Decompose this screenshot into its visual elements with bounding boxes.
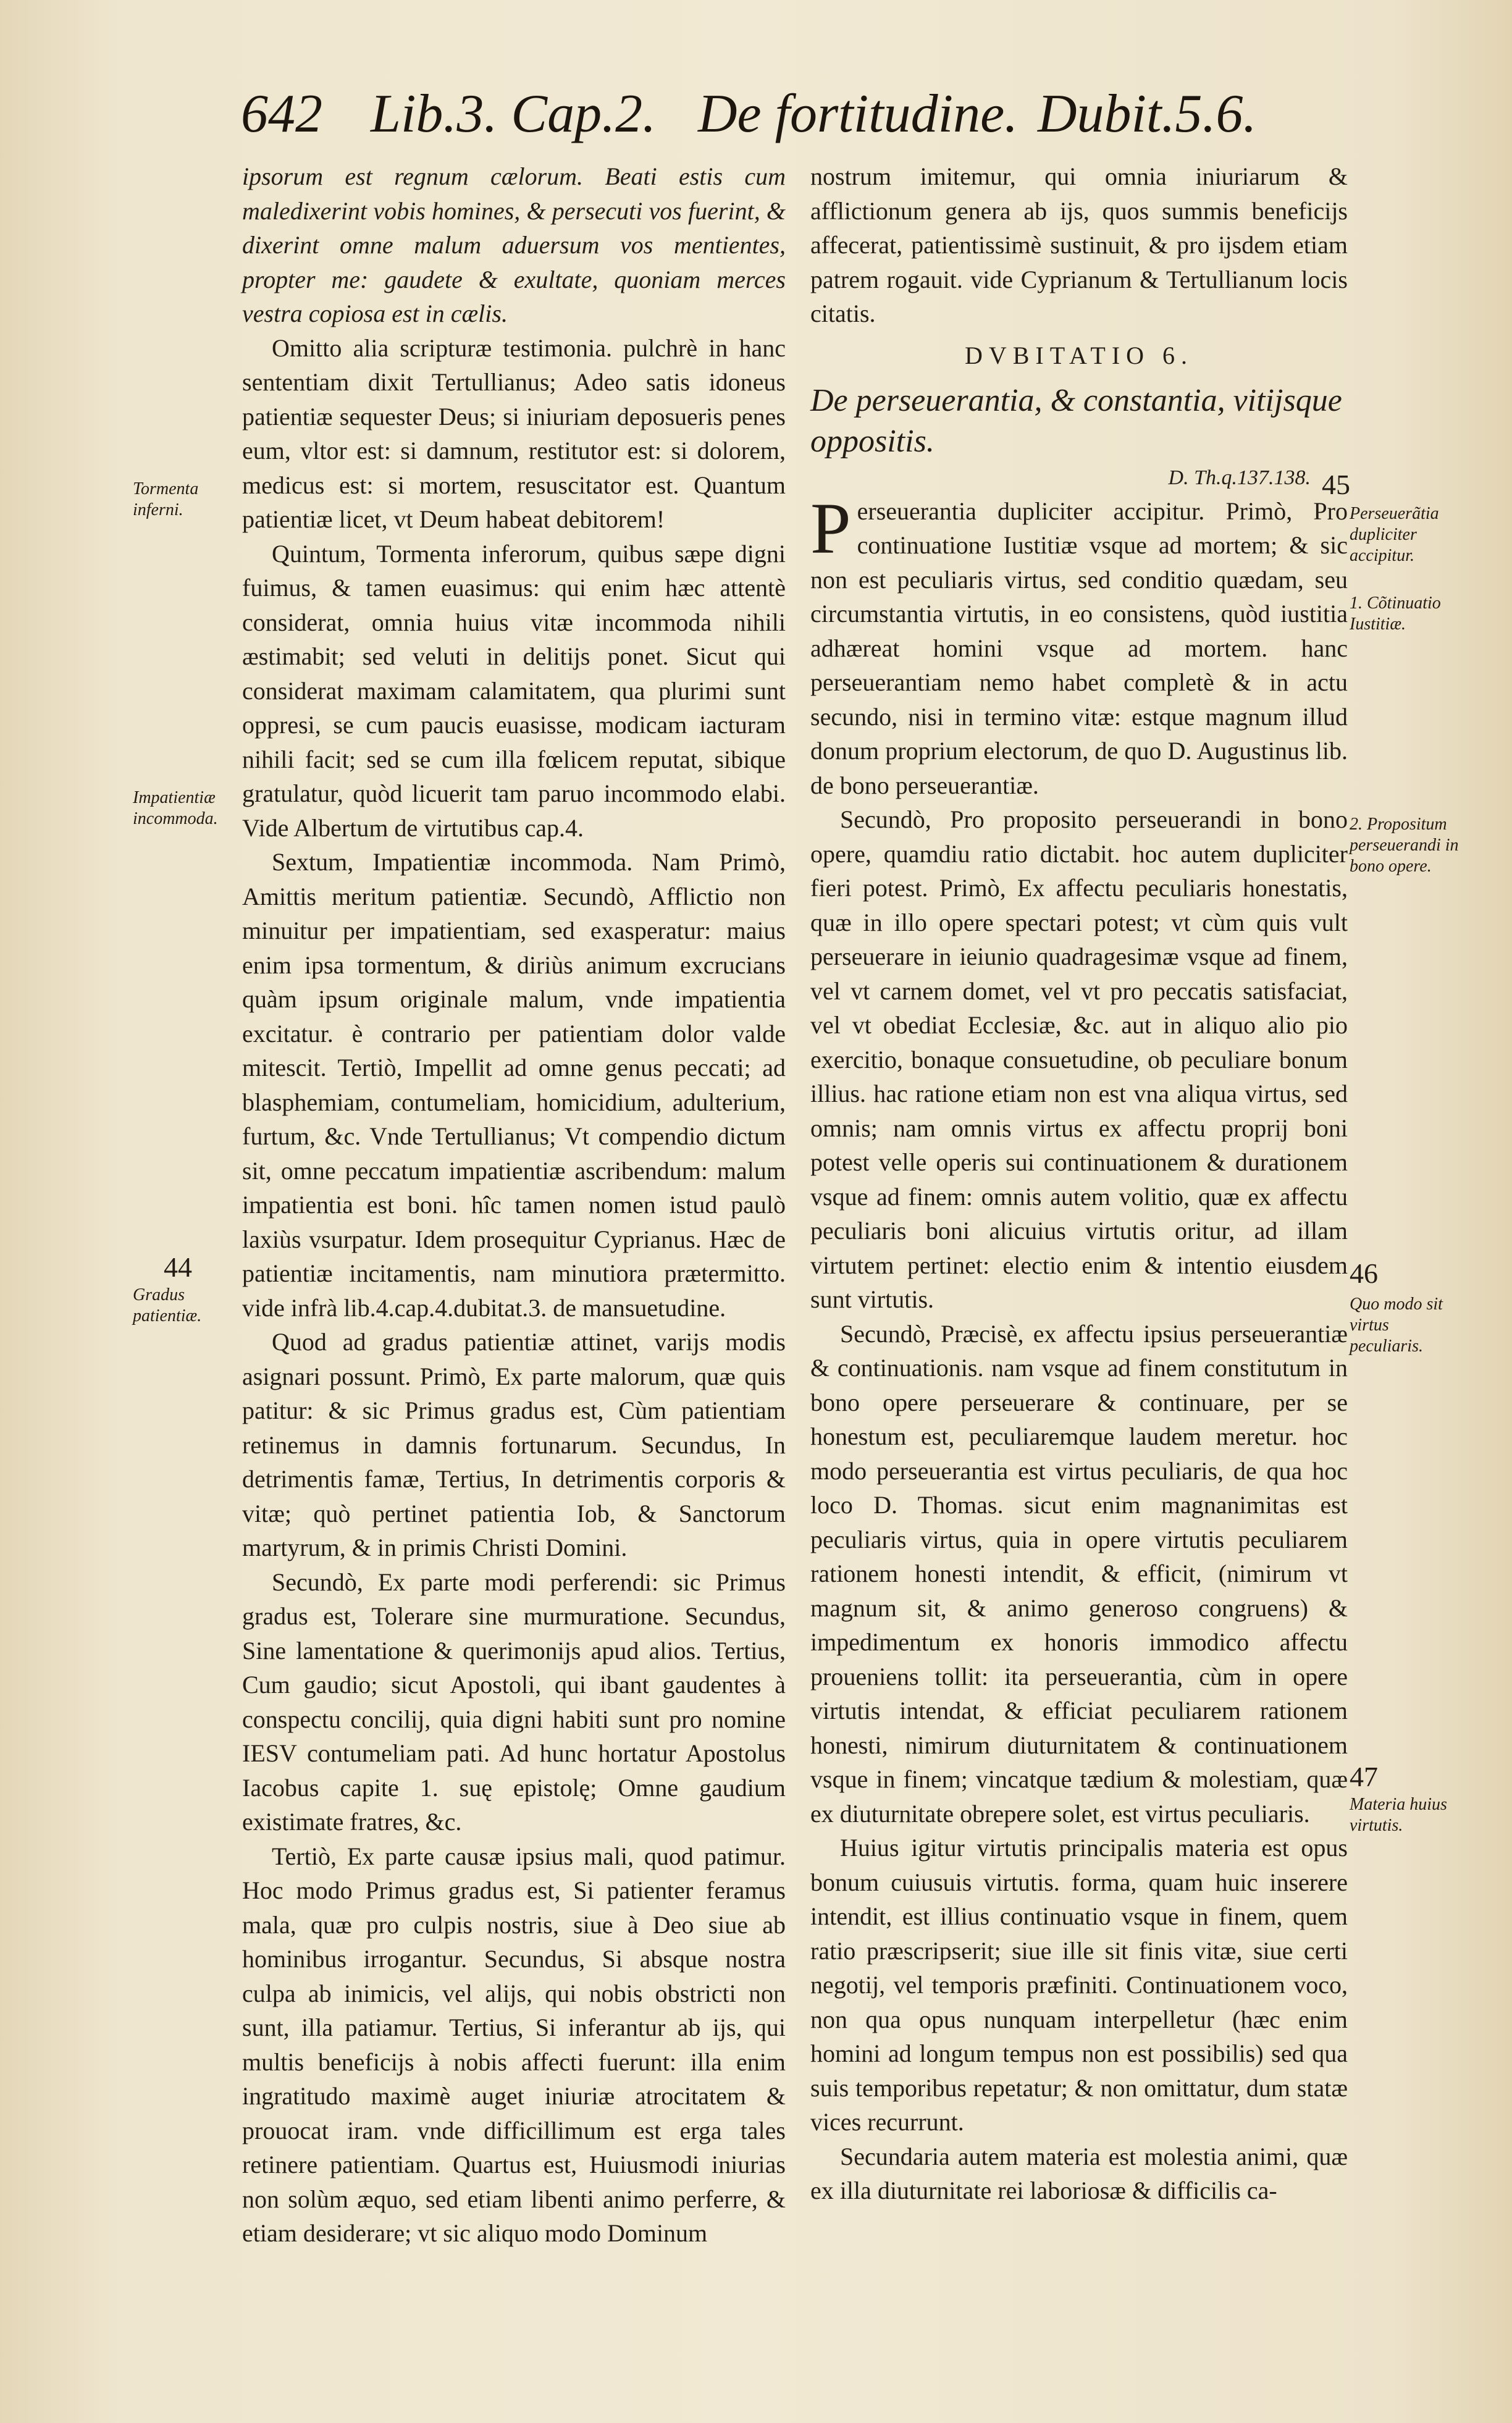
paragraph: Quintum, Tormenta inferorum, quibus sæpe digni fuimus, & tamen euasimus: qui enim hæc attentè considerat, omnia huius vitæ incommoda nihili æstimabit; sed veluti in delitijs ponet. Sicut qui considerat maximam calamitatem, qua plurimi sunt oppresi, se cum paucis euasisse, modicam iacturam nihili facit; sed se cum illa fœlicem reputat, sibique gratulatur, quòd licuerit tam paruo incommodo elabi. Vide Albertum de virtutibus cap.4. (242, 539, 786, 842)
paragraph: Secundaria autem materia est molestia animi, quæ ex illa diuturnitate rei laboriosæ & difficilis ca- (810, 2142, 1348, 2204)
margin-note: Impatientiæ incommoda. (133, 788, 218, 828)
paragraph: Secundò, Ex parte modi perferendi: sic Primus gradus est, Tolerare sine murmuratione. Secundus, Sine lamentatione & querimonijs apud alios. Tertius, Cum gaudio; sicut Apostoli, qui ibant gaudentes à conspectu concilij, quia digni habiti sunt pro nomine IESV contumeliam pati. Ad hunc hortatur Apostolus Iacobus capite 1. suę epistolę; Omne gaudium existimate fratres, &c. (242, 1568, 786, 1836)
header-subject: De fortitudine. (698, 84, 1018, 144)
margin-note: Gradus patientiæ. (133, 1285, 202, 1325)
paragraph: Secundò, Præcisè, ex affectu ipsius perseuerantiæ & continuationis. nam vsque ad finem constitutum in bono opere perseuerare & continuare, per se honestum est, peculiaremque laudem meretur. hoc modo perseuerantia est virtus peculiaris, de qua hoc loco D. Thomas. sicut enim magnanimitas est peculiaris virtus, quia in opere virtutis peculiarem rationem honesti intendit, & efficit, (nimirum vt magnum sit, & animo generoso congruens) & impedimentum ex honoris immodico affectu proueniens tollit: ita perseuerantia, cùm in opere virtutis intendat, & efficiat peculiarem rationem honesti, nimirum diuturnitatem & continuationem vsque in finem; vincatque tædium & molestiam, quæ ex diuturnitate obrepere solet, est virtus peculiaris. (810, 1319, 1348, 1828)
paragraph: ipsorum est regnum cælorum. Beati estis cum maledixerint vobis homines, & persecuti vos fuerint, & dixerint omne malum aduersum vos mentientes, propter me: gaudete & exultate, quoniam merces vestra copiosa est in cælis. (242, 162, 786, 327)
section-number: 45 (1322, 469, 1350, 500)
header-section: Dubit.5.6. (1038, 84, 1257, 144)
margin-note: Quo modo sit virtus peculiaris. (1350, 1295, 1443, 1356)
section-reference: D. Th.q.137.138. (1168, 466, 1311, 489)
paragraph-text: erseuerantia dupliciter accipitur. Primò, Pro continuatione Iustitiæ vsque ad mortem; & sic non est peculiaris virtus, sed conditio quædam, seu circumstantia virtutis, in eo consistens, quòd iustitia adhæreat homini vsque ad mortem. hanc perseuerantiam nemo habet completè & in actu secundo, nisi in termino vitæ: estque magnum illud donum proprium electorum, de quo D. Augustinus lib. de bono perseuerantiæ. (810, 497, 1348, 799)
right-column (810, 159, 1348, 2208)
page-number: 642 (241, 84, 322, 144)
paragraph: nostrum imitemur, qui omnia iniuriarum & afflictionum genera ab ijs, quos summis beneficijs affecerat, patientissimè sustinuit, & pro ijsdem etiam patrem rogauit. vide Cyprianum & Tertullianum locis citatis. (810, 162, 1348, 327)
section-number: 44 (164, 1251, 192, 1283)
section-subheading: De perseuerantia, & constantia, vitijsque oppositis. (810, 382, 1342, 459)
margin-note: 1. Cõtinuatio Iustitiæ. (1350, 594, 1441, 634)
paragraph: Quod ad gradus patientiæ attinet, varijs modis asignari possunt. Primò, Ex parte malorum, quæ quis patitur: & sic Primus gradus est, Cùm patientiam retinemus in damnis fortunarum. Secundus, In detrimentis famæ, Tertius, In detrimentis corporis & vitæ; quò pertinet patientia Iob, & Sanctorum martyrum, & in primis Christi Domini. (242, 1328, 786, 1561)
paragraph: Omitto alia scripturæ testimonia. pulchrè in hanc sententiam dixit Tertullianus; Adeo satis idoneus patientiæ sequester Deus; si iniuriam deposueris penes eum, vltor est: si damnum, restitutor est: si dolorem, medicus est: si mortem, resuscitator est. Quantum patientiæ licet, vt Deum habeat debitorem! (242, 334, 786, 533)
drop-cap: P (810, 487, 851, 569)
margin-note: Tormenta inferni. (133, 479, 199, 519)
paragraph: Sextum, Impatientiæ incommoda. Nam Primò, Amittis meritum patientiæ. Secundò, Afflictio non minuitur per impatientiam, sed exasperatur: maius enim ipsa tormentum, & diriùs animum excrucians quàm ipsum originale malum, vnde impatientia excitatur. è contrario per patientiam dolor valde mitescit. Tertiò, Impellit ad omne genus peccati; ad blasphemiam, contumeliam, homicidium, adulterium, furtum, &c. Vnde Tertullianus; Vt compendio dictum sit, omne peccatum impatientiæ ascribendum: malum impatientia est boni. hîc tamen nomen istud paulò laxiùs vsurpatur. Idem prosequitur Cyprianus. Hæc de patientiæ incitamentis, nam minutiora prætermitto. vide infrà lib.4.cap.4.dubitat.3. de mansuetudine. (242, 848, 786, 1322)
margin-note: 2. Propositum perseuerandi in bono opere. (1350, 815, 1459, 876)
paragraph (810, 487, 1348, 803)
paragraph: Secundò, Pro proposito perseuerandi in bono opere, quamdiu ratio dictabit. hoc autem dupliciter fieri potest. Primò, Ex affectu peculiaris honestatis, quæ in illo opere spectari potest; vt cùm quis vult perseuerare in ieiunio quadragesimæ vsque ad finem, vel vt carnem domet, vel vt pro peccatis satisfaciat, vel vt obediat Ecclesiæ, &c. aut in aliquo alio pio exercitio, bonaque consuetudine, ob peculiare bonum illius. hac ratione etiam non est vna aliqua virtus, sed omnis; nam omnis virtus ex affectu proprij boni potest velle operis sui continuationem & durationem vsque ad finem: omnis autem volitio, quæ ex affectu peculiaris boni alicuius virtutis oritur, ad illam virtutem pertinet: electio enim & intentio eiusdem sunt virtutis. (810, 805, 1348, 1313)
paragraph: Tertiò, Ex parte causæ ipsius mali, quod patimur. Hoc modo Primus gradus est, Si patienter feramus mala, quæ pro culpis nostris, siue à Deo siue ab hominibus irrogantur. Secundus, Si absque nostra culpa ab inimicis, vel alijs, qui nobis obstricti non sunt, illa patiamur. Tertius, Si inferantur ab ijs, qui multis beneficijs à nobis affecti fuerunt: illa enim ingratitudo maximè auget iniuriæ atrocitatem & prouocat iram. vnde difficillimum est erga tales retinere patientiam. Quartus est, Huiusmodi iniurias non solùm æquo, sed etiam libenti animo perferre, & etiam desiderare; vt sic aliquo modo Dominum (242, 1842, 786, 2247)
section-number: 47 (1350, 1761, 1378, 1792)
header-book-chapter: Lib.3. Cap.2. (371, 84, 657, 144)
margin-note: Materia huius virtutis. (1350, 1795, 1447, 1835)
running-header (241, 74, 1257, 154)
paragraph: Huius igitur virtutis principalis materia est opus bonum cuiusuis virtutis. forma, quam huic inserere intendit, est illius continuatio vsque in finem, quem ratio præscripserit; siue ille sit finis vitæ, siue certi negotij, vel temporis præfiniti. Continuationem voco, non qua opus nunquam interpelletur (hæc enim homini ad longum tempus non est possibilis) sed qua suis temporibus repetatur; & non omittatur, dum statæ vices recurrunt. (810, 1834, 1348, 2136)
margin-note: Perseuerãtia dupliciter accipitur. (1350, 504, 1439, 565)
section-number: 46 (1350, 1258, 1378, 1289)
left-column (242, 159, 786, 2251)
section-heading: DVBITATIO 6. (964, 341, 1194, 369)
